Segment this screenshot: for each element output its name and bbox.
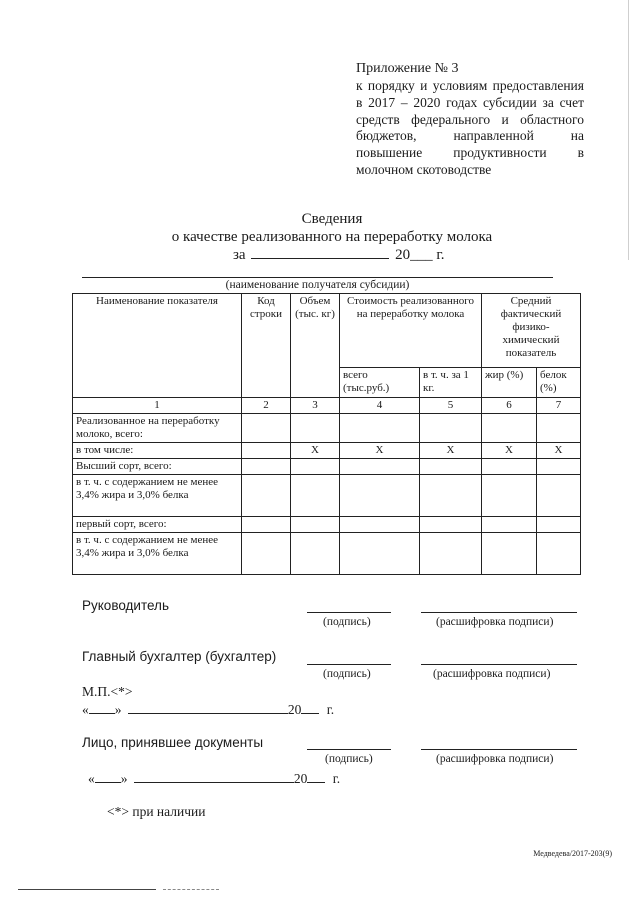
table-row	[73, 475, 581, 517]
table-cell	[537, 414, 581, 443]
column-number: 5	[420, 398, 482, 414]
table-cell	[242, 414, 291, 443]
date-suffix: г.	[326, 702, 335, 717]
table-cell	[242, 517, 291, 533]
table-row	[73, 517, 581, 533]
date-day-blank	[89, 701, 115, 714]
accountant-label: Главный бухгалтер (бухгалтер)	[82, 649, 277, 664]
date-year-prefix: 20	[293, 771, 308, 786]
head-signature-line	[307, 612, 391, 613]
table-cell	[537, 475, 581, 517]
accountant-signature-caption: (подпись)	[323, 668, 371, 680]
table-cell	[340, 517, 420, 533]
head-decoding-caption: (расшифровка подписи)	[436, 616, 554, 628]
bottom-dash-rule	[163, 889, 219, 890]
table-row	[73, 459, 581, 475]
date-day-blank	[95, 770, 121, 783]
table-cell	[242, 459, 291, 475]
date-year-prefix: 20	[287, 702, 302, 717]
annex-title: Приложение № 3	[356, 61, 459, 76]
row-label: в т. ч. с содержанием не менее 3,4% жира и 3,0% белка	[73, 533, 242, 575]
table-cell	[420, 475, 482, 517]
document-subtitle: о качестве реализованного на переработку молока	[171, 229, 493, 245]
table-cell	[420, 517, 482, 533]
row-label: Реализованное на переработку молоко, всего:	[73, 414, 242, 443]
row-label: первый сорт, всего:	[73, 517, 242, 533]
table-cell	[242, 475, 291, 517]
row-label: в т. ч. с содержанием не менее 3,4% жира и 3,0% белка	[73, 475, 242, 517]
header-code: Код строки	[242, 294, 291, 398]
table-row	[73, 414, 581, 443]
document-code: Медведева/2017-203(9)	[533, 849, 612, 858]
table-cell	[291, 459, 340, 475]
table-cell	[482, 459, 537, 475]
column-number: 6	[482, 398, 537, 414]
column-number: 2	[242, 398, 291, 414]
head-signature-caption: (подпись)	[323, 616, 371, 628]
table-cell	[340, 459, 420, 475]
table-cell	[420, 533, 482, 575]
table-cell	[537, 533, 581, 575]
report-period	[233, 246, 445, 264]
table-cell: X	[340, 443, 420, 459]
period-prefix: за	[233, 247, 246, 263]
date-line-1	[82, 701, 334, 718]
table-cell: X	[482, 443, 537, 459]
table-row	[73, 533, 581, 575]
table-cell	[537, 459, 581, 475]
header-volume: Объем (тыс. кг)	[291, 294, 340, 398]
header-fat: жир (%)	[482, 368, 537, 398]
table-cell	[291, 517, 340, 533]
milk-quality-table	[72, 293, 581, 575]
receiver-signature-line	[307, 749, 391, 750]
table-cell: X	[420, 443, 482, 459]
column-number: 1	[73, 398, 242, 414]
header-indicator: Средний фактический физико-химический показатель	[482, 294, 581, 368]
table-cell	[420, 414, 482, 443]
header-protein: белок (%)	[537, 368, 581, 398]
table-cell	[482, 517, 537, 533]
table-cell: X	[291, 443, 340, 459]
date-quote-open: «	[82, 702, 89, 717]
receiver-signature-caption: (подпись)	[325, 753, 373, 765]
recipient-caption: (наименование получателя субсидии)	[225, 279, 410, 291]
stamp-place: М.П.<*>	[82, 684, 133, 699]
footnote: <*> при наличии	[107, 804, 206, 819]
row-label: Высший сорт, всего:	[73, 459, 242, 475]
column-number: 4	[340, 398, 420, 414]
table-cell	[482, 414, 537, 443]
date-year-blank	[307, 770, 325, 783]
table-cell	[420, 459, 482, 475]
document-title: Сведения	[301, 211, 363, 227]
date-suffix: г.	[332, 771, 341, 786]
annex-body: к порядку и условиям предоставления в 2017 – 2020 годах субсидии за счет средств федерального и областного бюджетов, направленной на повышение продуктивности в молочном скотоводстве	[356, 78, 584, 177]
table-cell	[242, 533, 291, 575]
accountant-decoding-caption: (расшифровка подписи)	[433, 668, 551, 680]
annex-block	[356, 60, 584, 179]
accountant-signature-line	[307, 664, 391, 665]
table-cell	[537, 517, 581, 533]
table-cell	[291, 414, 340, 443]
date-quote-open: «	[88, 771, 95, 786]
header-cost-total: всего (тыс.руб.)	[340, 368, 420, 398]
column-number: 3	[291, 398, 340, 414]
head-label: Руководитель	[82, 598, 169, 613]
accountant-decoding-line	[421, 664, 577, 665]
receiver-decoding-line	[421, 749, 577, 750]
period-year: 20___ г.	[395, 247, 445, 263]
table-cell	[340, 533, 420, 575]
date-line-2	[88, 770, 340, 787]
table-cell	[340, 475, 420, 517]
head-decoding-line	[421, 612, 577, 613]
table-cell	[482, 533, 537, 575]
table-cell	[291, 533, 340, 575]
date-month-blank	[128, 701, 288, 714]
date-quote-close: »	[114, 702, 122, 717]
receiver-decoding-caption: (расшифровка подписи)	[436, 753, 554, 765]
table-cell: X	[537, 443, 581, 459]
header-name: Наименование показателя	[73, 294, 242, 398]
header-cost: Стоимость реализованного на переработку молока	[340, 294, 482, 368]
row-label: в том числе:	[73, 443, 242, 459]
header-cost-per-kg: в т. ч. за 1 кг.	[420, 368, 482, 398]
period-blank	[251, 246, 389, 259]
bottom-rule	[18, 889, 156, 890]
recipient-line	[82, 277, 553, 278]
date-month-blank	[134, 770, 294, 783]
date-year-blank	[301, 701, 319, 714]
table-row	[73, 443, 581, 459]
column-number: 7	[537, 398, 581, 414]
date-quote-close: »	[120, 771, 128, 786]
receiver-label: Лицо, принявшее документы	[82, 735, 264, 750]
table-cell	[291, 475, 340, 517]
table-cell	[242, 443, 291, 459]
column-numbers-row	[73, 398, 581, 414]
table-cell	[482, 475, 537, 517]
table-cell	[340, 414, 420, 443]
